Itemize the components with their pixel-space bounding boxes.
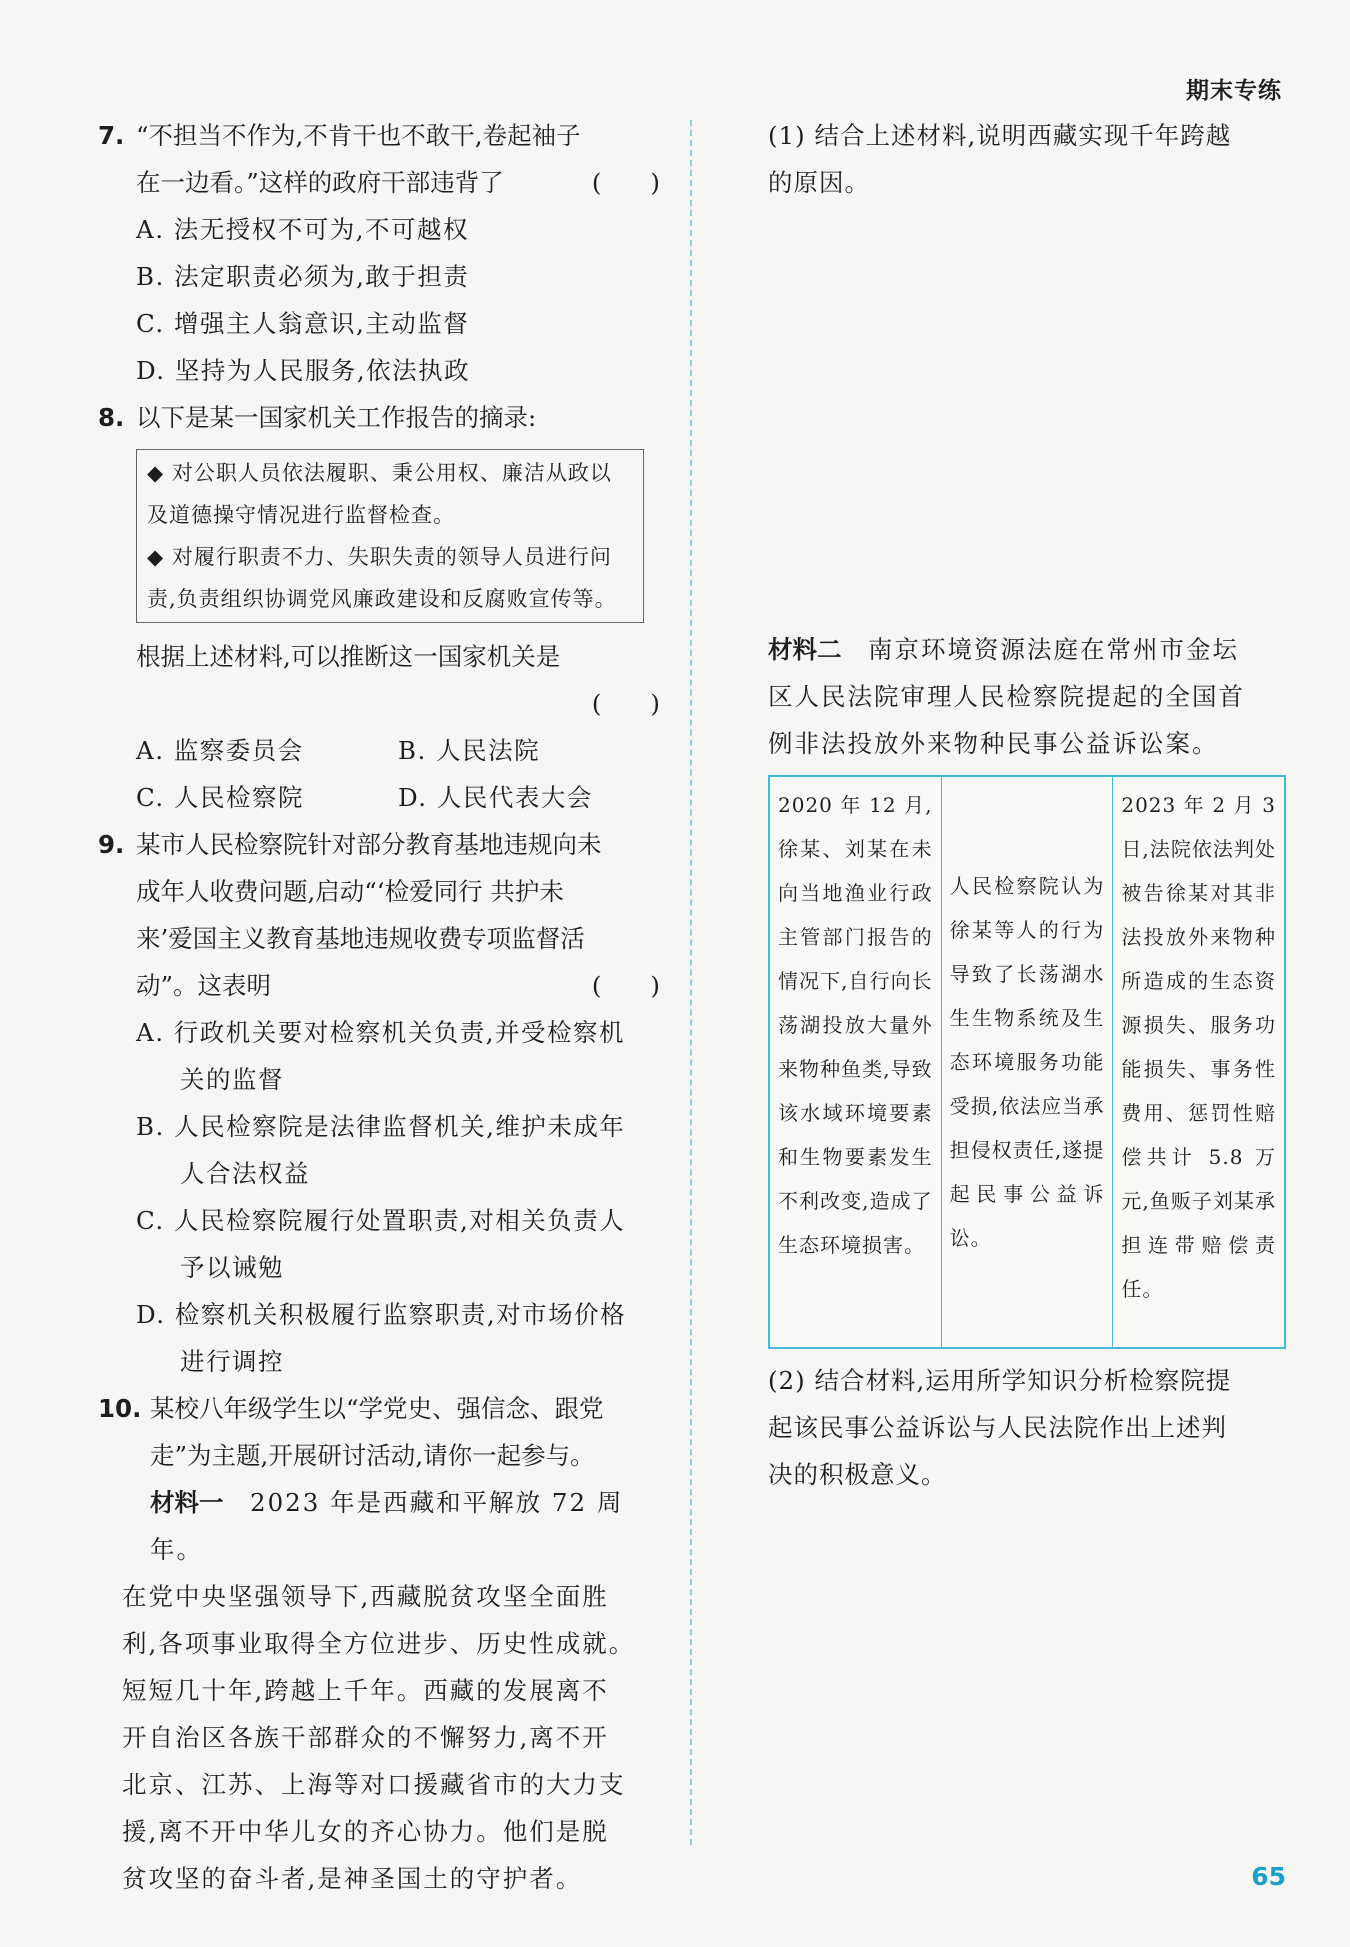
question-number: 7. bbox=[98, 121, 125, 150]
option-c: C. 增强主人翁意识,主动监督 bbox=[136, 309, 470, 338]
material-line: 贫攻坚的奋斗者,是神圣国土的守护者。 bbox=[122, 1864, 583, 1893]
answer-parentheses: ( ) bbox=[591, 168, 660, 197]
question-stem: 来’爱国主义教育基地违规收费专项监督活 bbox=[136, 924, 585, 953]
option-a-cont: 关的监督 bbox=[180, 1065, 284, 1094]
option-b: B. 人民检察院是法律监督机关,维护未成年 bbox=[136, 1112, 626, 1141]
question-7 bbox=[98, 112, 668, 394]
question-stem bbox=[98, 962, 668, 1009]
column-divider bbox=[690, 120, 692, 1845]
excerpt-line: ◆ 对公职人员依法履职、秉公用权、廉洁从政以 bbox=[147, 461, 612, 485]
sub-question-line: (1) 结合上述材料,说明西藏实现千年跨越 bbox=[768, 121, 1232, 150]
right-column bbox=[768, 112, 1286, 1498]
sub-question-line: 的原因。 bbox=[768, 168, 870, 197]
sub-question-2 bbox=[768, 1357, 1286, 1498]
option-c: C. 人民检察院履行处置职责,对相关负责人 bbox=[136, 1206, 626, 1235]
question-stem: 走”为主题,开展研讨活动,请你一起参与。 bbox=[150, 1441, 595, 1470]
timeline-cell-prosecution bbox=[941, 777, 1113, 1347]
material-text: 2023 年是西藏和平解放 72 周年。 bbox=[150, 1488, 624, 1564]
option-a: A. 法无授权不可为,不可越权 bbox=[136, 215, 470, 244]
page-header: 期末专练 bbox=[1186, 78, 1282, 104]
question-number: 9. bbox=[98, 830, 125, 859]
material-line: 利,各项事业取得全方位进步、历史性成就。 bbox=[122, 1629, 636, 1658]
option-d: D. 坚持为人民服务,依法执政 bbox=[136, 356, 471, 385]
timeline-cell-text: 人民检察院认为徐某等人的行为导致了长荡湖水生生物系统及生态环境服务功能受损,依法应当承担侵权责任,遂提起民事公益诉讼。 bbox=[949, 874, 1105, 1250]
material-label: 材料二 bbox=[768, 635, 842, 664]
sub-question-line: (2) 结合材料,运用所学知识分析检察院提 bbox=[768, 1366, 1232, 1395]
left-column bbox=[98, 112, 668, 1902]
options-row bbox=[98, 727, 668, 774]
question-8 bbox=[98, 394, 668, 821]
excerpt-line: 及道德操守情况进行监督检查。 bbox=[147, 503, 455, 527]
material-line: 北京、江苏、上海等对口援藏省市的大力支 bbox=[122, 1770, 626, 1799]
material-label: 材料一 bbox=[150, 1488, 224, 1517]
question-9 bbox=[98, 821, 668, 1385]
option-a: A. 行政机关要对检察机关负责,并受检察机 bbox=[136, 1018, 626, 1047]
question-stem-text: 在一边看。”这样的政府干部违背了 bbox=[136, 168, 504, 197]
option-c: C. 人民检察院 bbox=[136, 783, 304, 812]
timeline-cell-incident: 2020 年 12 月,徐某、刘某在未向当地渔业行政主管部门报告的情况下,自行向长荡湖投放大量外来物种鱼类,导致该水域环境要素和生物要素发生不利改变,造成了生态环境损害。 bbox=[778, 793, 933, 1257]
material-line: 例非法投放外来物种民事公益诉讼案。 bbox=[768, 729, 1219, 758]
option-c-cont: 予以诫勉 bbox=[180, 1253, 284, 1282]
question-stem bbox=[98, 159, 668, 206]
question-stem-text: 动”。这表明 bbox=[136, 971, 272, 1000]
page-number: 65 bbox=[1251, 1862, 1286, 1891]
answer-space bbox=[768, 206, 1286, 626]
material-line: 区人民法院审理人民检察院提起的全国首 bbox=[768, 682, 1245, 711]
material-text: 南京环境资源法庭在常州市金坛 bbox=[841, 635, 1239, 664]
question-stem: 成年人收费问题,启动“‘检爱同行 共护未 bbox=[136, 877, 564, 906]
question-stem: 某市人民检察院针对部分教育基地违规向未 bbox=[136, 830, 602, 859]
material-line: 在党中央坚强领导下,西藏脱贫攻坚全面胜 bbox=[122, 1582, 609, 1611]
option-d-cont: 进行调控 bbox=[180, 1347, 284, 1376]
excerpt-line: 责,负责组织协调党风廉政建设和反腐败宣传等。 bbox=[147, 587, 617, 611]
case-timeline-table bbox=[768, 775, 1286, 1349]
option-b: B. 人民法院 bbox=[398, 736, 541, 765]
timeline-cell-verdict: 2023 年 2 月 3 日,法院依法判处被告徐某对其非法投放外来物种所造成的生态资源损失、服务功能损失、事务性费用、惩罚性赔偿共计 5.8 万元,鱼贩子刘某承担连带赔偿责任。 bbox=[1112, 777, 1284, 1347]
excerpt-line: ◆ 对履行职责不力、失职失责的领导人员进行问 bbox=[147, 545, 612, 569]
question-number: 8. bbox=[98, 403, 125, 432]
question-stem: “不担当不作为,不肯干也不敢干,卷起袖子 bbox=[136, 121, 581, 150]
material-first-line bbox=[150, 1479, 668, 1573]
question-number: 10. bbox=[98, 1394, 142, 1423]
question-prompt: 根据上述材料,可以推断这一国家机关是 bbox=[136, 642, 561, 671]
option-d: D. 检察机关积极履行监察职责,对市场价格 bbox=[136, 1300, 627, 1329]
material-line: 开自治区各族干部群众的不懈努力,离不开 bbox=[122, 1723, 609, 1752]
option-d: D. 人民代表大会 bbox=[398, 783, 593, 812]
material-two bbox=[768, 626, 1286, 767]
sub-question-line: 起该民事公益诉讼与人民法院作出上述判 bbox=[768, 1413, 1227, 1442]
report-excerpt-box bbox=[136, 449, 644, 623]
sub-question-1 bbox=[768, 112, 1286, 206]
sub-question-line: 决的积极意义。 bbox=[768, 1460, 947, 1489]
material-line: 援,离不开中华儿女的齐心协力。他们是脱 bbox=[122, 1817, 609, 1846]
option-a: A. 监察委员会 bbox=[136, 736, 304, 765]
question-stem: 某校八年级学生以“学党史、强信念、跟党 bbox=[150, 1394, 604, 1423]
answer-parentheses: ( ) bbox=[591, 971, 660, 1000]
options-row bbox=[98, 774, 668, 821]
question-prompt-row bbox=[98, 680, 668, 727]
answer-parentheses: ( ) bbox=[591, 689, 660, 718]
material-first-line bbox=[768, 626, 1286, 673]
question-10 bbox=[98, 1385, 668, 1902]
option-b-cont: 人合法权益 bbox=[180, 1159, 310, 1188]
material-line: 短短几十年,跨越上千年。西藏的发展离不 bbox=[122, 1676, 609, 1705]
option-b: B. 法定职责必须为,敢于担责 bbox=[136, 262, 470, 291]
material-one bbox=[98, 1479, 668, 1902]
question-stem: 以下是某一国家机关工作报告的摘录: bbox=[136, 403, 537, 432]
